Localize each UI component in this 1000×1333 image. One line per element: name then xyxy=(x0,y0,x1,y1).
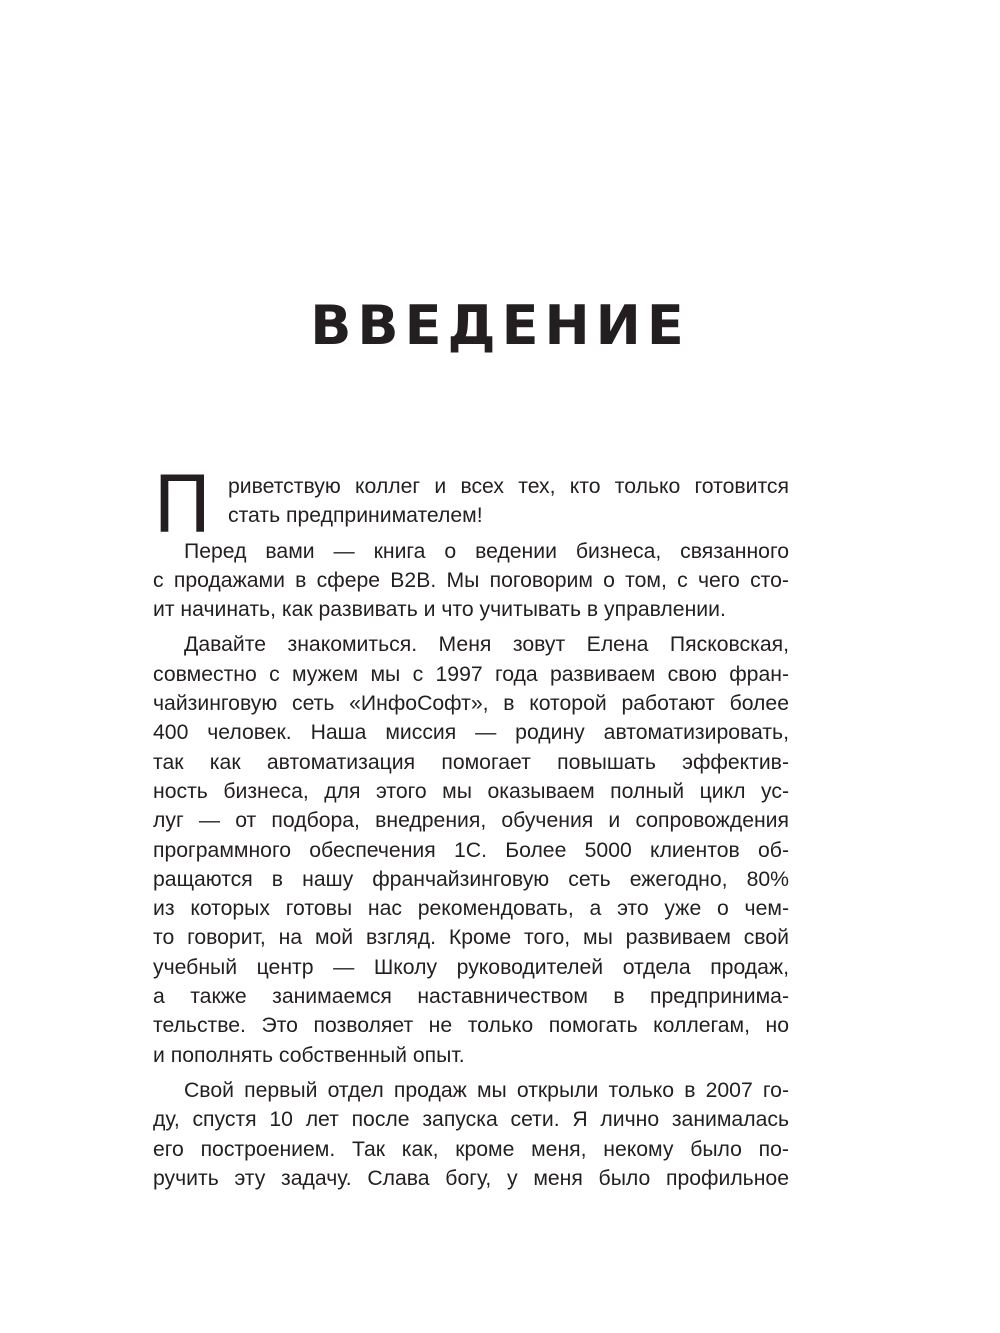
paragraph-book-about xyxy=(153,537,789,625)
text-line: ращаются в нашу франчайзинговую сеть ежегодно, 80% xyxy=(153,867,789,891)
text-line: ит начинать, как развивать и что учитывать в управлении. xyxy=(153,598,726,622)
paragraph-first-sales-department xyxy=(153,1076,789,1193)
text-line: Давайте знакомиться. Меня зовут Елена Пясковская, xyxy=(184,633,789,657)
text-line: учебный центр — Школу руководителей отдела продаж, xyxy=(153,955,789,979)
text-line: так как автоматизация помогает повышать эффектив- xyxy=(153,750,789,774)
text-line: чайзинговую сеть «ИнфоСофт», в которой работают более xyxy=(153,692,789,716)
chapter-title: ВВЕДЕНИЕ xyxy=(310,294,690,357)
text-line: риветствую коллег и всех тех, кто только готовится xyxy=(228,475,789,498)
text-line: программного обеспечения 1С. Более 5000 клиентов об- xyxy=(153,838,789,862)
text-line: совместно с мужем мы с 1997 года развиваем свою фран- xyxy=(153,662,789,686)
text-line: 400 человек. Наша миссия — родину автоматизировать, xyxy=(153,721,789,745)
text-line: ду, спустя 10 лет после запуска сети. Я лично занималась xyxy=(153,1108,789,1132)
text-line: тельстве. Это позволяет не только помогать коллегам, но xyxy=(153,1014,789,1038)
text-line: его построением. Так как, кроме меня, некому было по- xyxy=(153,1137,789,1161)
text-line: из которых готовы нас рекомендовать, а это уже о чем- xyxy=(153,897,789,921)
paragraph-introduction-author xyxy=(153,630,789,1069)
body-text xyxy=(153,461,789,1193)
drop-cap: П xyxy=(153,461,212,551)
text-line: а также занимаемся наставничеством в предпринима- xyxy=(153,985,789,1009)
text-line: ность бизнеса, для этого мы оказываем полный цикл ус- xyxy=(153,779,789,803)
text-line: луг — от подбора, внедрения, обучения и сопровождения xyxy=(153,809,789,833)
text-line: Перед вами — книга о ведении бизнеса, связанного xyxy=(184,539,789,563)
text-line: то говорит, на мой взгляд. Кроме того, мы развиваем свой xyxy=(153,926,789,950)
text-line: с продажами в сфере B2B. Мы поговорим о том, с чего сто- xyxy=(153,568,789,592)
text-line: и пополнять собственный опыт. xyxy=(153,1043,465,1067)
text-line: ручить эту задачу. Слава богу, у меня было профильное xyxy=(153,1166,789,1190)
text-line: Свой первый отдел продаж мы открыли только в 2007 го- xyxy=(184,1078,789,1102)
text-line: стать предпринимателем! xyxy=(228,504,483,528)
